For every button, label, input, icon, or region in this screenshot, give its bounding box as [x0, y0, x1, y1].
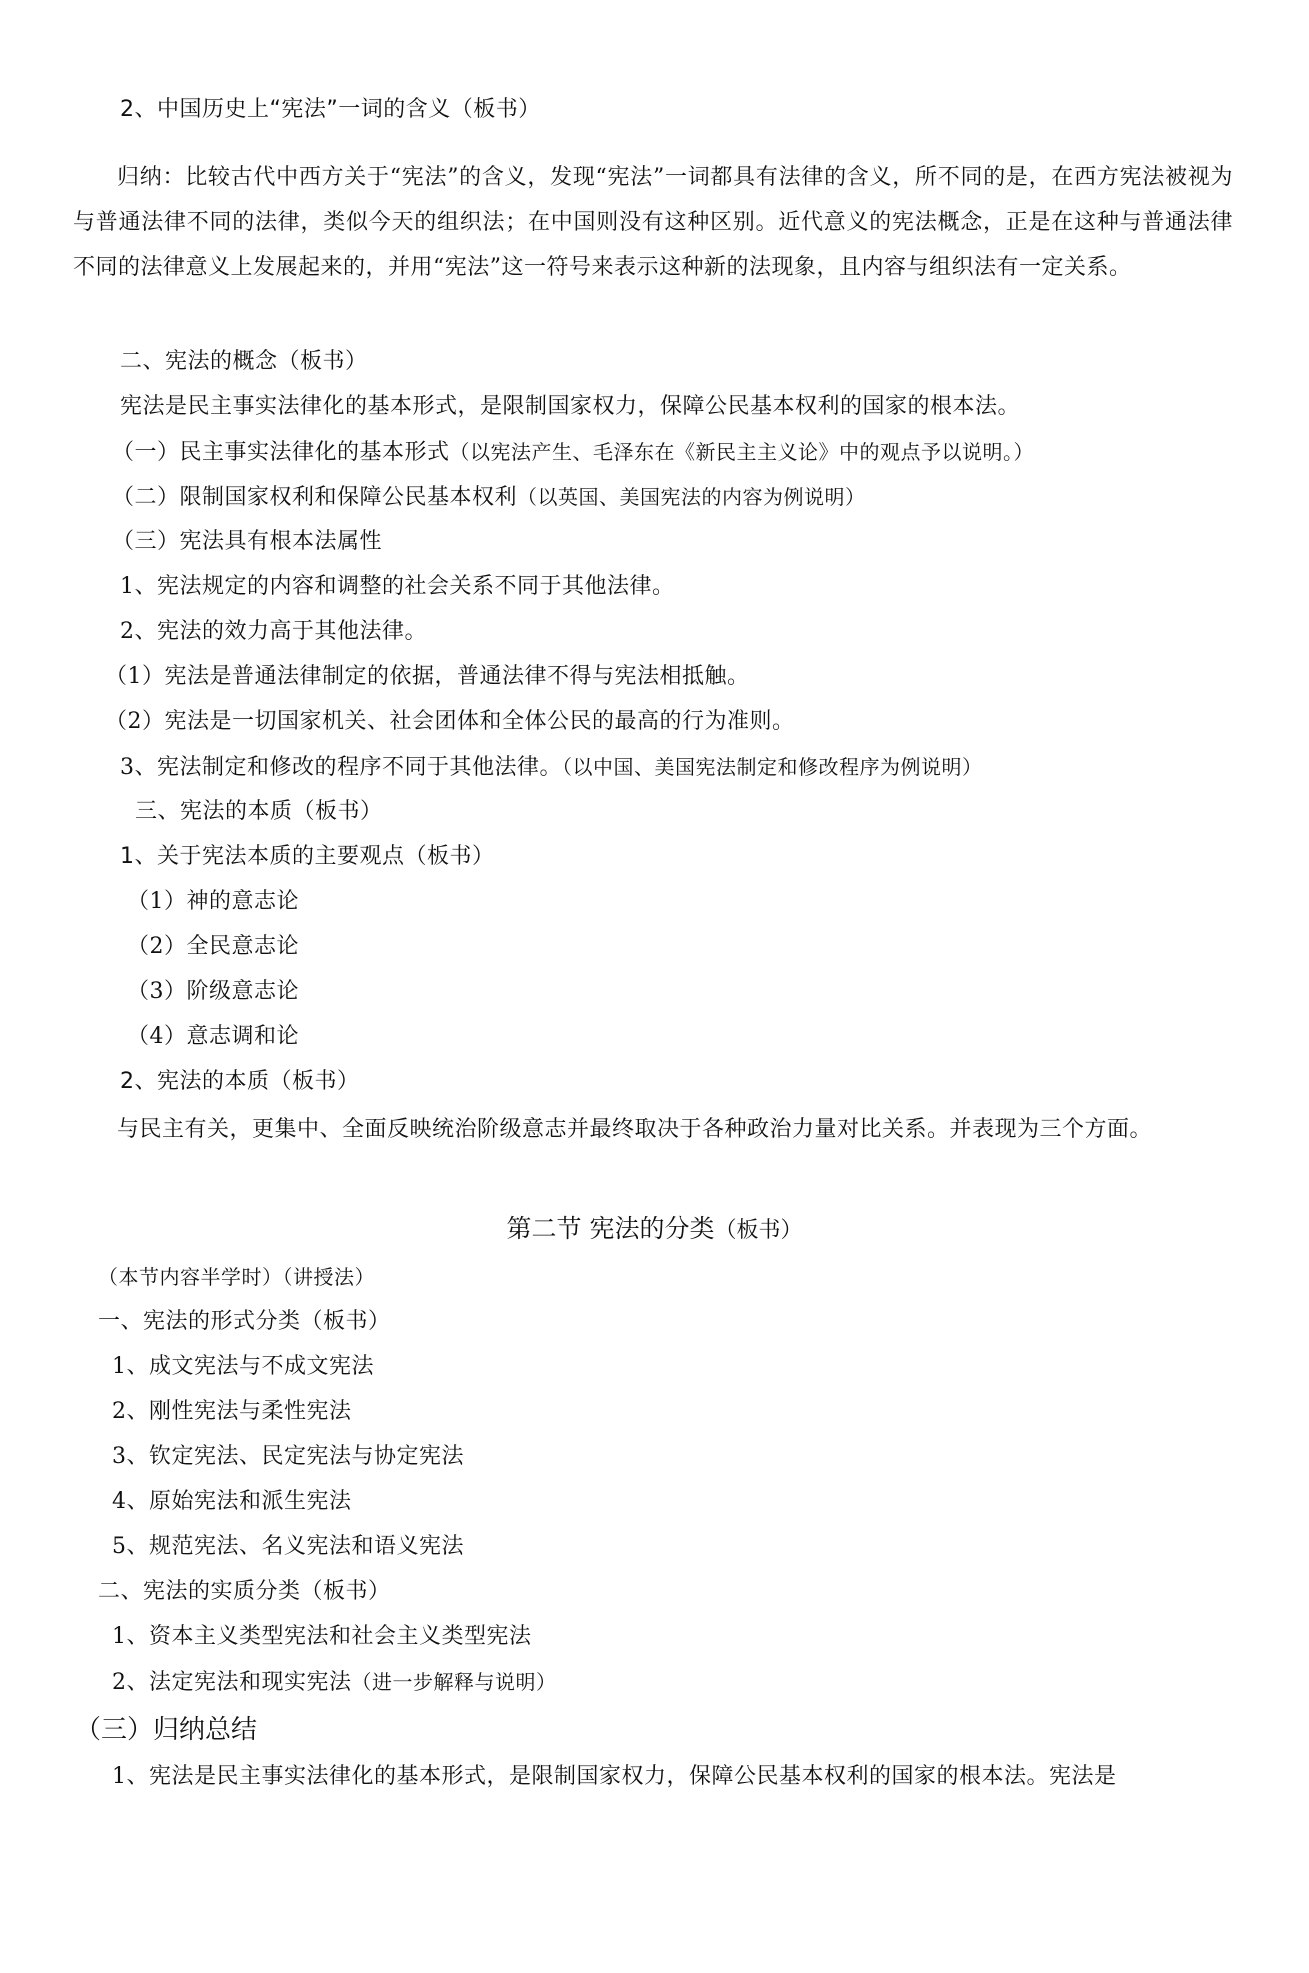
summary-heading: （三）归纳总结 — [75, 1715, 258, 1745]
form-item-1: 1、成文宪法与不成文宪法 — [112, 1354, 374, 1379]
substance-item-2-note: （进一步解释与说明） — [351, 1670, 557, 1694]
fundamental-3-main: 3、宪法制定和修改的程序不同于其他法律。 — [120, 755, 562, 780]
concept-item-1-main: （一）民主事实法律化的基本形式 — [112, 440, 450, 465]
section-2-hours: （本节内容半学时）（讲授法） — [98, 1265, 375, 1289]
heading-essence: 三、宪法的本质（板书） — [135, 799, 383, 824]
heading-concept: 二、宪法的概念（板书） — [120, 349, 368, 374]
essence-heading-2: 2、宪法的本质（板书） — [120, 1069, 360, 1094]
essence-view-2: （2）全民意志论 — [127, 934, 299, 959]
classification-form-heading: 一、宪法的形式分类（板书） — [98, 1309, 391, 1334]
essence-view-4: （4）意志调和论 — [127, 1024, 299, 1049]
concept-item-1-note: （以宪法产生、毛泽东在《新民主主义论》中的观点予以说明。） — [449, 440, 1035, 464]
form-item-5: 5、规范宪法、名义宪法和语义宪法 — [112, 1534, 464, 1559]
summary-paragraph: 归纳：比较古代中西方关于“宪法”的含义，发现“宪法”一词都具有法律的含义，所不同的是，在西方宪法被视为与普通法律不同的法律，类似今天的组织法；在中国则没有这种区别。近代意义的宪法概念，正是在这种与普通法律不同的法律意义上发展起来的，并用“宪法”这一符号来表示这种新的法现象，且内容与组织法有一定关系。 — [73, 165, 1233, 280]
form-item-2: 2、刚性宪法与柔性宪法 — [112, 1399, 352, 1424]
essence-paragraph: 与民主有关，更集中、全面反映统治阶级意志并最终取决于各种政治力量对比关系。并表现为三个方面。 — [117, 1117, 1153, 1142]
fundamental-2: 2、宪法的效力高于其他法律。 — [120, 619, 427, 644]
summary-item-1: 1、宪法是民主事实法律化的基本形式，是限制国家权力，保障公民基本权利的国家的根本法。宪法是 — [112, 1764, 1117, 1789]
concept-item-1 — [112, 437, 1034, 468]
substance-item-2-main: 2、法定宪法和现实宪法 — [112, 1670, 352, 1695]
fundamental-3 — [120, 752, 983, 783]
concept-definition: 宪法是民主事实法律化的基本形式，是限制国家权力，保障公民基本权利的国家的根本法。 — [120, 394, 1021, 419]
essence-view-1: （1）神的意志论 — [127, 889, 299, 914]
concept-item-2-note: （以英国、美国宪法的内容为例说明） — [517, 485, 866, 509]
concept-item-2-main: （二）限制国家权利和保障公民基本权利 — [112, 485, 518, 510]
fundamental-2-1: （1）宪法是普通法律制定的依据，普通法律不得与宪法相抵触。 — [105, 664, 750, 689]
fundamental-3-note: （以中国、美国宪法制定和修改程序为例说明） — [562, 755, 983, 779]
section-2-title — [0, 1212, 1309, 1248]
essence-view-3: （3）阶级意志论 — [127, 979, 299, 1004]
fundamental-2-2: （2）宪法是一切国家机关、社会团体和全体公民的最高的行为准则。 — [105, 709, 795, 734]
fundamental-1: 1、宪法规定的内容和调整的社会关系不同于其他法律。 — [120, 574, 675, 599]
section-2-title-note: （板书） — [714, 1218, 803, 1243]
substance-item-1: 1、资本主义类型宪法和社会主义类型宪法 — [112, 1624, 532, 1649]
concept-item-2 — [112, 482, 866, 513]
heading-history-meaning: 2、中国历史上“宪法”一词的含义（板书） — [120, 97, 541, 122]
form-item-4: 4、原始宪法和派生宪法 — [112, 1489, 352, 1514]
form-item-3: 3、钦定宪法、民定宪法与协定宪法 — [112, 1444, 464, 1469]
classification-substance-heading: 二、宪法的实质分类（板书） — [98, 1579, 391, 1604]
section-2-title-main: 第二节 宪法的分类 — [506, 1214, 715, 1243]
concept-item-3: （三）宪法具有根本法属性 — [112, 529, 383, 554]
substance-item-2 — [112, 1667, 557, 1698]
essence-views-heading: 1、关于宪法本质的主要观点（板书） — [120, 844, 495, 869]
